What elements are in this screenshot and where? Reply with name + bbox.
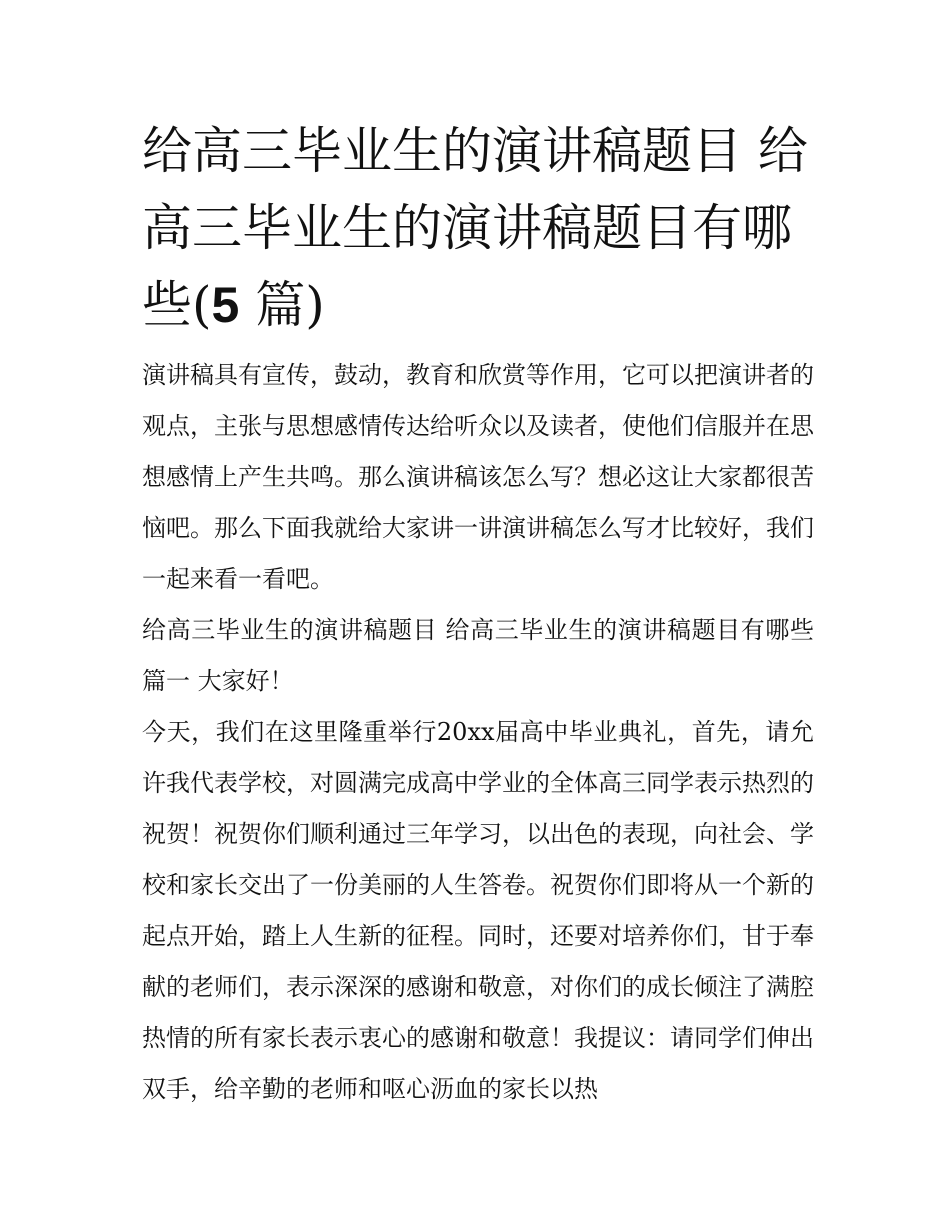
title-line-2: 高三毕业生的演讲稿题目有哪	[142, 199, 792, 257]
title-line-3-prefix: 些(	[142, 276, 212, 334]
title-line-3-suffix: 篇)	[239, 276, 325, 334]
intro-paragraph: 演讲稿具有宣传，鼓动，教育和欣赏等作用，它可以把演讲者的观点，主张与思想感情传达给听众以及读者，使他们信服并在思想感情上产生共鸣。那么演讲稿该怎么写？想必这让大家都很苦恼吧。那么下面我就给大家讲一讲演讲稿怎么写才比较好，我们一起来看一看吧。	[142, 361, 814, 593]
speech-body-paragraph: 今天，我们在这里隆重举行20xx届高中毕业典礼，首先，请允许我代表学校，对圆满完成高中学业的全体高三同学表示热烈的祝贺！祝贺你们顺利通过三年学习，以出色的表现，向社会、学校和家长交出了一份美丽的人生答卷。祝贺你们即将从一个新的起点开始，踏上人生新的征程。同时，还要对培养你们，甘于奉献的老师们，表示深深的感谢和敬意，对你们的成长倾注了满腔热情的所有家长表示衷心的感谢和敬意！我提议：请同学们伸出双手，给辛勤的老师和呕心沥血的家长以热	[142, 718, 814, 1103]
document-body	[142, 113, 814, 1115]
section-heading-paragraph: 给高三毕业生的演讲稿题目 给高三毕业生的演讲稿题目有哪些篇一 大家好！	[142, 616, 814, 695]
title-line-3-number: 5	[211, 277, 240, 333]
title-line-1: 给高三毕业生的演讲稿题目 给	[142, 122, 808, 180]
document-title	[142, 113, 814, 344]
